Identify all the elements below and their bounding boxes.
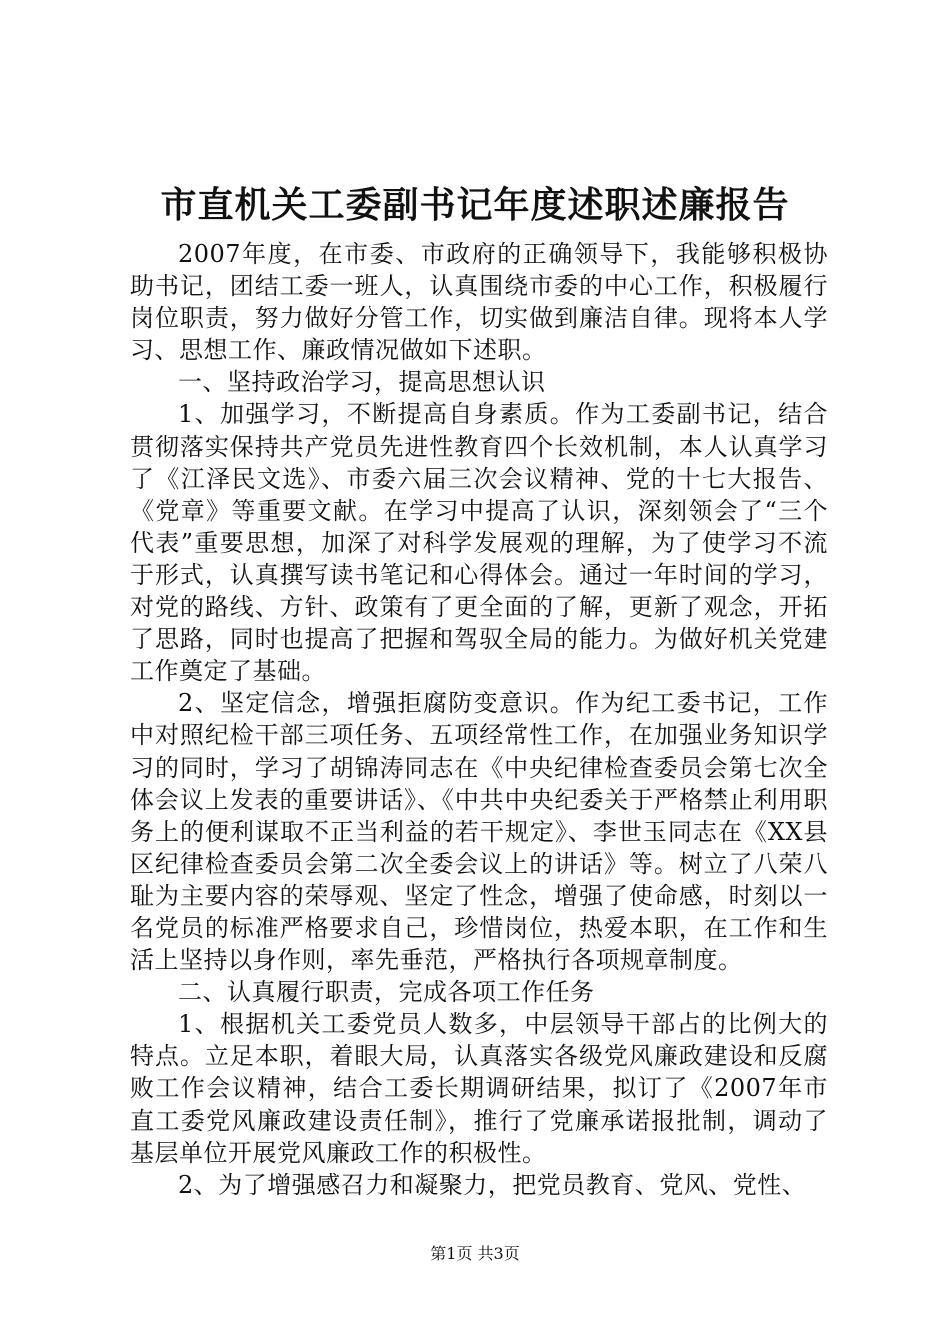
paragraph-intro: 2007年度，在市委、市政府的正确领导下，我能够积极协助书记，团结工委一班人，认真围绕市委的中心工作，积极履行岗位职责，努力做好分管工作，切实做到廉洁自律。现将本人学习、思想工作、廉政情况做如下述职。 (130, 240, 828, 365)
section-heading-1: 一、坚持政治学习，提高思想认识 (178, 368, 546, 397)
paragraph-1-2: 2、坚定信念，增强拒腐防变意识。作为纪工委书记，工作中对照纪检干部三项任务、五项经常性工作，在加强业务知识学习的同时，学习了胡锦涛同志在《中央纪律检查委员会第七次全体会议上发表的重要讲话》、《中共中央纪委关于严格禁止利用职务上的便利谋取不正当利益的若干规定》、李世玉同志在《XX县区纪律检查委员会第二次全委会议上的讲话》等。树立了八荣八耻为主要内容的荣辱观、坚定了性念，增强了使命感，时刻以一名党员的标准严格要求自己，珍惜岗位，热爱本职，在工作和生活上坚持以身作则，率先垂范，严格执行各项规章制度。 (130, 689, 828, 975)
paragraph-2-2: 2、为了增强感召力和凝聚力，把党员教育、党风、党性、 (178, 1170, 807, 1199)
paragraph-2-1: 1、根据机关工委党员人数多，中层领导干部占的比例大的特点。立足本职，着眼大局，认真落实各级党风廉政建设和反腐败工作会议精神，结合工委长期调研结果，拟订了《2007年市直工委党风廉政建设责任制》，推行了党廉承诺报批制，调动了基层单位开展党风廉政工作的积极性。 (130, 1010, 828, 1167)
document-body (130, 238, 828, 1201)
section-heading-2: 二、认真履行职责，完成各项工作任务 (178, 978, 595, 1007)
paragraph-1-1: 1、加强学习，不断提高自身素质。作为工委副书记，结合贯彻落实保持共产党员先进性教育四个长效机制，本人认真学习了《江泽民文选》、市委六届三次会议精神、党的十七大报告、《党章》等重要文献。在学习中提高了认识，深刻领会了“三个代表”重要思想，加深了对科学发展观的理解，为了使学习不流于形式，认真撰写读书笔记和心得体会。通过一年时间的学习，对党的路线、方针、政策有了更全面的了解，更新了观念，开拓了思路，同时也提高了把握和驾驭全局的能力。为做好机关党建工作奠定了基础。 (130, 400, 828, 686)
page-footer: 第1页 共3页 (430, 1244, 520, 1263)
document-title: 市直机关工委副书记年度述职述廉报告 (160, 184, 790, 226)
